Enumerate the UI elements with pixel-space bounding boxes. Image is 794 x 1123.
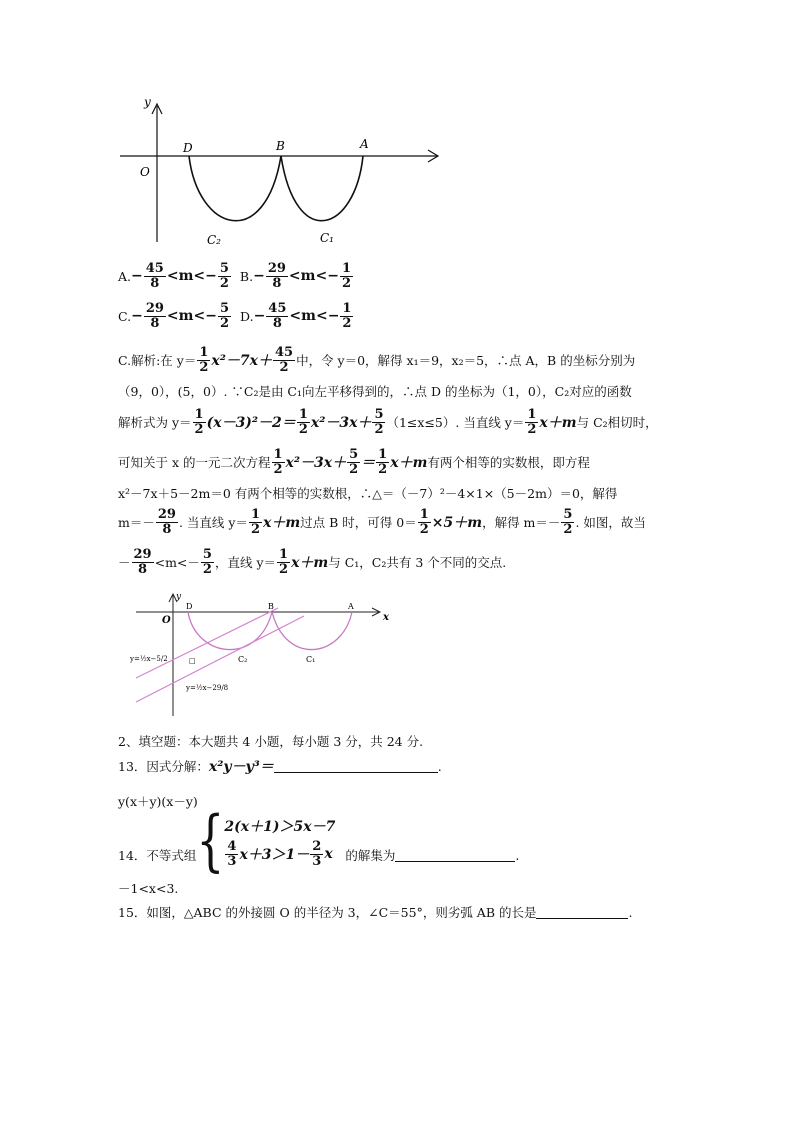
fig1-y-label: y	[144, 95, 151, 109]
q15-answer-blank[interactable]	[536, 906, 628, 919]
option-b-lower-frac: $\frac{29}{8}$	[267, 261, 286, 291]
figure-1	[110, 92, 450, 252]
options-row-ab: A. − $\frac{45}{8}$ < m < − $\frac{5}{2}$ B. − $\frac{29}{8}$ < m < − $\frac{1}{2}$	[118, 261, 351, 291]
fig2-point-d: D	[186, 602, 193, 611]
question-14: 14．不等式组 { 2(x＋1)＞5x－7 $\frac{4}{3}$ x＋3＞1－ $\frac{2}{3}$ x 的解集为 .	[118, 803, 520, 880]
fig2-y-label: y	[176, 592, 182, 602]
option-d-letter: D.	[240, 308, 254, 324]
option-a-lower-frac: $\frac{45}{8}$	[145, 261, 164, 291]
q13-answer: y(x＋y)(x－y)	[118, 794, 198, 809]
solution-line-7: － $\frac{29}{8}$ <m<－ $\frac{5}{2}$ ，直线 y＝ $\frac{1}{2}$ x＋m 与 C₁，C₂共有 3 个不同的交点.	[118, 547, 507, 577]
fig1-curve-c1: C₁	[320, 231, 334, 245]
fig1-curve-c2: C₂	[207, 233, 221, 247]
question-15: 15．如图，△ABC 的外接圆 O 的半径为 3，∠C＝55°，则劣弧 AB 的长是 .	[118, 904, 633, 920]
solution-line-6: m＝－ $\frac{29}{8}$ . 当直线 y＝ $\frac{1}{2}$ x＋m 过点 B 时，可得 0＝ $\frac{1}{2}$ ×5＋m ，解得 m＝－ $\frac{5}{2}$ . 如图，故当	[118, 507, 646, 537]
fig2-curve-c1: C₁	[306, 655, 316, 664]
fig2-point-a: A	[348, 602, 354, 611]
fig2-line2-label: y=½x−29/8	[186, 684, 229, 692]
question-13: 13．因式分解： x²y－y³＝ .	[118, 758, 442, 775]
option-d-lower-frac: $\frac{45}{8}$	[268, 301, 287, 331]
option-c-lower-frac: $\frac{29}{8}$	[145, 301, 164, 331]
fig2-x-label: x	[383, 612, 389, 623]
figure-2	[128, 590, 398, 720]
solution-line-5: x²－7x＋5－2m＝0 有两个相等的实数根，∴△＝（－7）²－4×1×（5－2m）＝0，解得	[118, 486, 618, 501]
option-c-upper-frac: $\frac{5}{2}$	[219, 301, 229, 331]
fig1-point-b: B	[276, 139, 285, 153]
system-brace: {	[196, 803, 225, 880]
option-b-upper-frac: $\frac{1}{2}$	[341, 261, 351, 291]
solution-line-3: 解析式为 y＝ $\frac{1}{2}$ (x－3)²－2＝ $\frac{1}{2}$ x²－3x＋ $\frac{5}{2}$ （1≤x≤5）. 当直线 y＝ $\frac{1}{2}$ x＋m 与 C₂相切时，	[118, 407, 658, 437]
q13-answer-blank[interactable]	[274, 760, 438, 773]
q14-inequality-2b: x	[324, 846, 333, 863]
option-b-letter: B.	[239, 268, 254, 284]
q14-inequality-1: 2(x＋1)＞5x－7	[224, 819, 336, 835]
fig2-point-b: B	[268, 602, 274, 611]
fig2-origin-label: O	[162, 615, 171, 626]
solution-line-4: 可知关于 x 的一元二次方程 $\frac{1}{2}$ x²－3x＋ $\frac{5}{2}$ ＝ $\frac{1}{2}$ x＋m 有两个相等的实数根，即方程	[118, 447, 590, 477]
fig2-curve-c2: C₂	[238, 655, 248, 664]
option-a-upper-frac: $\frac{5}{2}$	[219, 261, 229, 291]
fig2-line1-label: y=½x−5/2	[130, 655, 168, 663]
solution-line-2: （9，0），(5，0）. ∵C₂是由 C₁向左平移得到的，∴点 D 的坐标为（1，0），C₂对应的函数	[118, 384, 632, 399]
fig1-origin-label: O	[140, 165, 150, 179]
fig1-point-d: D	[183, 141, 193, 155]
option-d-upper-frac: $\frac{1}{2}$	[342, 301, 352, 331]
q14-inequality-2a: x＋3＞1－	[239, 847, 310, 864]
q14-answer: －1<x<3.	[118, 881, 179, 896]
option-c-letter: C.	[118, 308, 132, 324]
fig1-point-a: A	[360, 137, 369, 151]
options-row-cd: C. − $\frac{29}{8}$ < m < − $\frac{5}{2}$ D. − $\frac{45}{8}$ < m < − $\frac{1}{2}$	[118, 301, 352, 331]
q14-answer-blank[interactable]	[395, 849, 515, 862]
solution-line-1: C.解析:在 y＝ $\frac{1}{2}$ x²－7x＋ $\frac{45}{2}$ 中，令 y＝0，解得 x₁＝9，x₂＝5，∴点 A，B 的坐标分别为	[118, 345, 636, 375]
option-a-letter: A.	[118, 268, 132, 284]
section-2-heading: 2、填空题：本大题共 4 小题，每小题 3 分，共 24 分.	[118, 734, 424, 749]
fig2-box-mark: □	[189, 657, 196, 665]
